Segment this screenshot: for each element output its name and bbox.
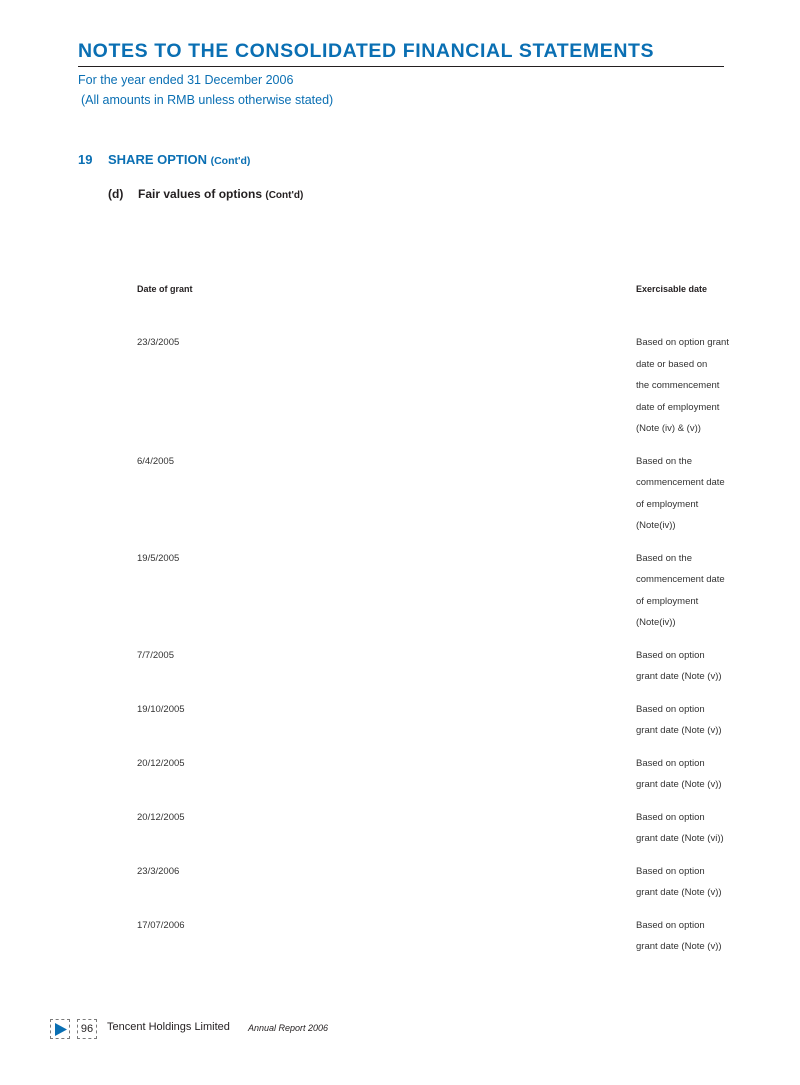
- header-rule: [78, 66, 724, 67]
- cell-exercisable-date: grant date (Note (v)): [636, 779, 722, 790]
- cell-date-of-grant: 20/12/2005: [137, 757, 185, 769]
- cell-exercisable-date: Based on option grant: [636, 337, 729, 348]
- section-suffix: (Cont'd): [210, 155, 251, 167]
- cell-date-of-grant: 20/12/2005: [137, 811, 185, 823]
- cell-exercisable-date: date or based on: [636, 358, 708, 370]
- cell-date-of-grant: 7/7/2005: [137, 649, 174, 661]
- cell-exercisable-date: of employment: [636, 498, 699, 510]
- subsection-heading: [108, 187, 303, 201]
- cell-exercisable-date: date of employment: [636, 401, 720, 413]
- header-exercisable-date: Exercisable date: [636, 284, 708, 294]
- cell-exercisable-date: grant date (Note (vi)): [636, 833, 724, 844]
- cell-exercisable-date: Based on option: [636, 757, 705, 769]
- cell-exercisable-date: (Note(iv)): [636, 520, 676, 531]
- section-number: 19: [78, 152, 93, 167]
- report-name: Annual Report 2006: [248, 1023, 329, 1033]
- cell-date-of-grant: 23/3/2006: [137, 865, 180, 877]
- cell-exercisable-date: (Note (iv) & (v)): [636, 423, 701, 434]
- cell-date-of-grant: 19/10/2005: [137, 703, 185, 715]
- header-date-of-grant: Date of grant: [137, 284, 193, 294]
- cell-exercisable-date: the commencement: [636, 380, 720, 391]
- subsection-label: (d): [108, 187, 124, 201]
- subsection-title: Fair values of options: [138, 187, 263, 201]
- cell-exercisable-date: Based on option: [636, 811, 705, 823]
- cell-exercisable-date: Based on option: [636, 865, 705, 877]
- cell-exercisable-date: Based on option: [636, 919, 705, 931]
- cell-exercisable-date: Based on the: [636, 552, 692, 564]
- cell-exercisable-date: commencement date: [636, 574, 725, 585]
- cell-exercisable-date: of employment: [636, 595, 699, 607]
- cell-exercisable-date: commencement date: [636, 477, 725, 488]
- company-name: Tencent Holdings Limited: [107, 1021, 230, 1033]
- page-number: 96: [77, 1019, 97, 1039]
- cell-exercisable-date: grant date (Note (v)): [636, 725, 722, 736]
- section-heading: [78, 152, 250, 167]
- cell-exercisable-date: Based on option: [636, 703, 705, 715]
- cell-exercisable-date: (Note(iv)): [636, 617, 676, 628]
- cell-exercisable-date: grant date (Note (v)): [636, 671, 722, 682]
- cell-date-of-grant: 23/3/2005: [137, 337, 180, 348]
- page-title: NOTES TO THE CONSOLIDATED FINANCIAL STATEMENTS: [78, 40, 655, 62]
- cell-date-of-grant: 6/4/2005: [137, 455, 174, 467]
- currency-subtitle: (All amounts in RMB unless otherwise stated): [81, 93, 334, 107]
- cell-date-of-grant: 19/5/2005: [137, 552, 180, 564]
- cell-date-of-grant: 17/07/2006: [137, 919, 185, 931]
- period-subtitle: For the year ended 31 December 2006: [78, 73, 294, 87]
- cell-exercisable-date: grant date (Note (v)): [636, 941, 722, 952]
- cell-exercisable-date: Based on the: [636, 455, 692, 467]
- subsection-suffix: (Cont'd): [265, 190, 304, 201]
- cell-exercisable-date: Based on option: [636, 649, 705, 661]
- section-title: SHARE OPTION: [108, 152, 207, 167]
- play-arrow-icon: [50, 1019, 70, 1039]
- cell-exercisable-date: grant date (Note (v)): [636, 887, 722, 898]
